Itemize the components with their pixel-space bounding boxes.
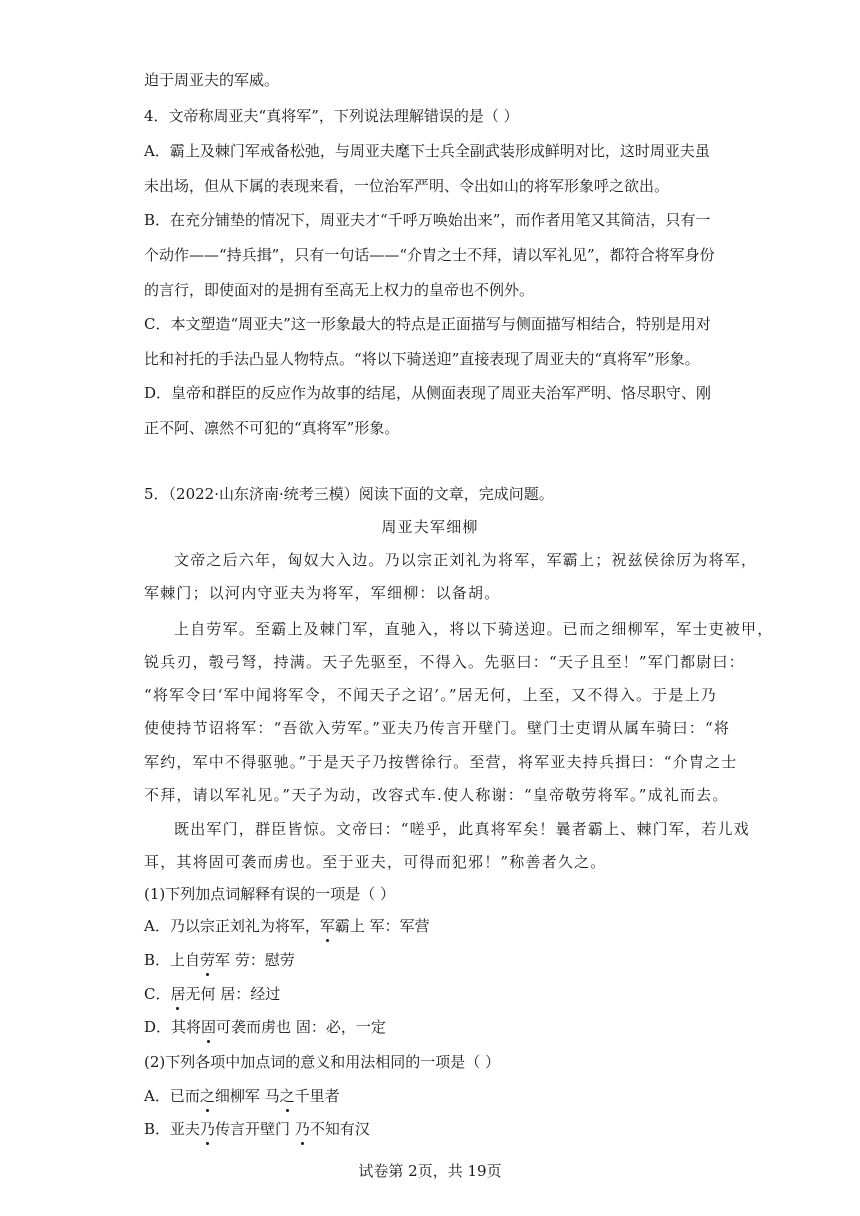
passage-title: 周亚夫军细柳 bbox=[381, 518, 479, 536]
passage-line: 上自劳军。至霸上及棘门军，直驰入，将以下骑送迎。已而之细柳军，军士吏被甲， bbox=[174, 620, 774, 638]
option-4a-cont: 未出场，但从下属的表现来看，一位治军严明、令出如山的将军形象呼之欲出。 bbox=[144, 177, 670, 195]
emphasis-dot-char: 乃 bbox=[200, 1120, 216, 1138]
emphasis-dot-char: 固 bbox=[201, 1018, 217, 1036]
text-line: 迫于周亚夫的军威。 bbox=[144, 71, 280, 89]
emphasis-dot-char: 之 bbox=[279, 1087, 295, 1105]
passage-line: 军棘门；以河内守亚夫为将军，军细柳：以备胡。 bbox=[144, 584, 501, 602]
passage-line: “将军令曰‘军中闻将军令，不闻天子之诏’。”居无何，上至，又不得入。于是上乃 bbox=[144, 686, 717, 704]
sub-question-2: (2)下列各项中加点词的意义和用法相同的一项是（ ） bbox=[144, 1053, 501, 1071]
passage-line: 不拜，请以军礼见。”天子为动，改容式车.使人称谢：“皇帝敬劳将军。”成礼而去。 bbox=[144, 786, 729, 804]
option-4c-cont: 比和衬托的手法凸显人物特点。“将以下骑送迎”直接表现了周亚夫的“真将军”形象。 bbox=[144, 350, 700, 368]
passage-line: 耳，其将固可袭而虏也。至于亚夫，可得而犯邪！”称善者久之。 bbox=[144, 853, 607, 871]
q1-option-b: B．上自劳军 劳：慰劳 bbox=[144, 951, 295, 969]
passage-line: 文帝之后六年，匈奴大入边。乃以宗正刘礼为将军，军霸上；祝兹侯徐厉为将军， bbox=[174, 551, 758, 569]
emphasis-dot-char: 之 bbox=[199, 1087, 215, 1105]
option-4b-cont: 个动作——“持兵揖”，只有一句话——“介胄之士不拜，请以军礼见”，都符合将军身份 bbox=[144, 246, 715, 264]
option-4b-cont: 的言行，即使面对的是拥有至高无上权力的皇帝也不例外。 bbox=[144, 281, 535, 299]
question-4-stem: 4．文帝称周亚夫“真将军”，下列说法理解错误的是（ ） bbox=[144, 107, 519, 125]
option-4d: D．皇帝和群臣的反应作为故事的结尾，从侧面表现了周亚夫治军严明、恪尽职守、刚 bbox=[144, 384, 712, 402]
question-5-stem: 5．（2022·山东济南·统考三模）阅读下面的文章，完成问题。 bbox=[144, 485, 554, 503]
sub-question-1: (1)下列加点词解释有误的一项是（ ） bbox=[144, 885, 396, 903]
q2-option-b: B．亚夫乃传言开壁门 乃不知有汉 bbox=[144, 1120, 370, 1138]
q1-option-c: C．居无何 居：经过 bbox=[144, 985, 281, 1003]
page-footer: 试卷第 2页，共 19页 bbox=[358, 1162, 502, 1180]
passage-line: 使使持节诏将军：“吾欲入劳军。”亚夫乃传言开壁门。壁门士吏谓从属车骑曰：“将 bbox=[144, 719, 731, 737]
option-4c: C．本文塑造“周亚夫”这一形象最大的特点是正面描写与侧面描写相结合，特别是用对 bbox=[144, 315, 711, 333]
passage-line: 既出军门，群臣皆惊。文帝曰：“嗟乎，此真将军矣！曩者霸上、棘门军，若儿戏 bbox=[174, 820, 750, 838]
passage-line: 锐兵刃，彀弓弩，持满。天子先驱至，不得入。先驱曰：“天子且至！”军门都尉曰： bbox=[144, 653, 745, 671]
q1-option-d: D．其将固可袭而虏也 固：必，一定 bbox=[144, 1018, 386, 1036]
option-4d-cont: 正不阿、凛然不可犯的“真将军”形象。 bbox=[144, 419, 400, 437]
emphasis-dot-char: 劳 bbox=[200, 951, 216, 969]
emphasis-dot-char: 军 bbox=[319, 917, 335, 935]
emphasis-dot-char: 乃 bbox=[294, 1120, 310, 1138]
q2-option-a: A．已而之细柳军 马之千里者 bbox=[144, 1087, 340, 1105]
option-4a: A．霸上及棘门军戒备松弛，与周亚夫麾下士兵全副武装形成鲜明对比，这时周亚夫虽 bbox=[144, 142, 710, 160]
q1-option-a: A．乃以宗正刘礼为将军，军霸上 军：军营 bbox=[144, 917, 430, 935]
passage-line: 军约，军中不得驱驰。”于是天子乃按辔徐行。至营，将军亚夫持兵揖曰：“介胄之士 bbox=[144, 753, 738, 771]
option-4b: B．在充分铺垫的情况下，周亚夫才“千呼万唤始出来”，而作者用笔又其简洁，只有一 bbox=[144, 211, 711, 229]
emphasis-dot-char: 居 bbox=[170, 985, 186, 1003]
